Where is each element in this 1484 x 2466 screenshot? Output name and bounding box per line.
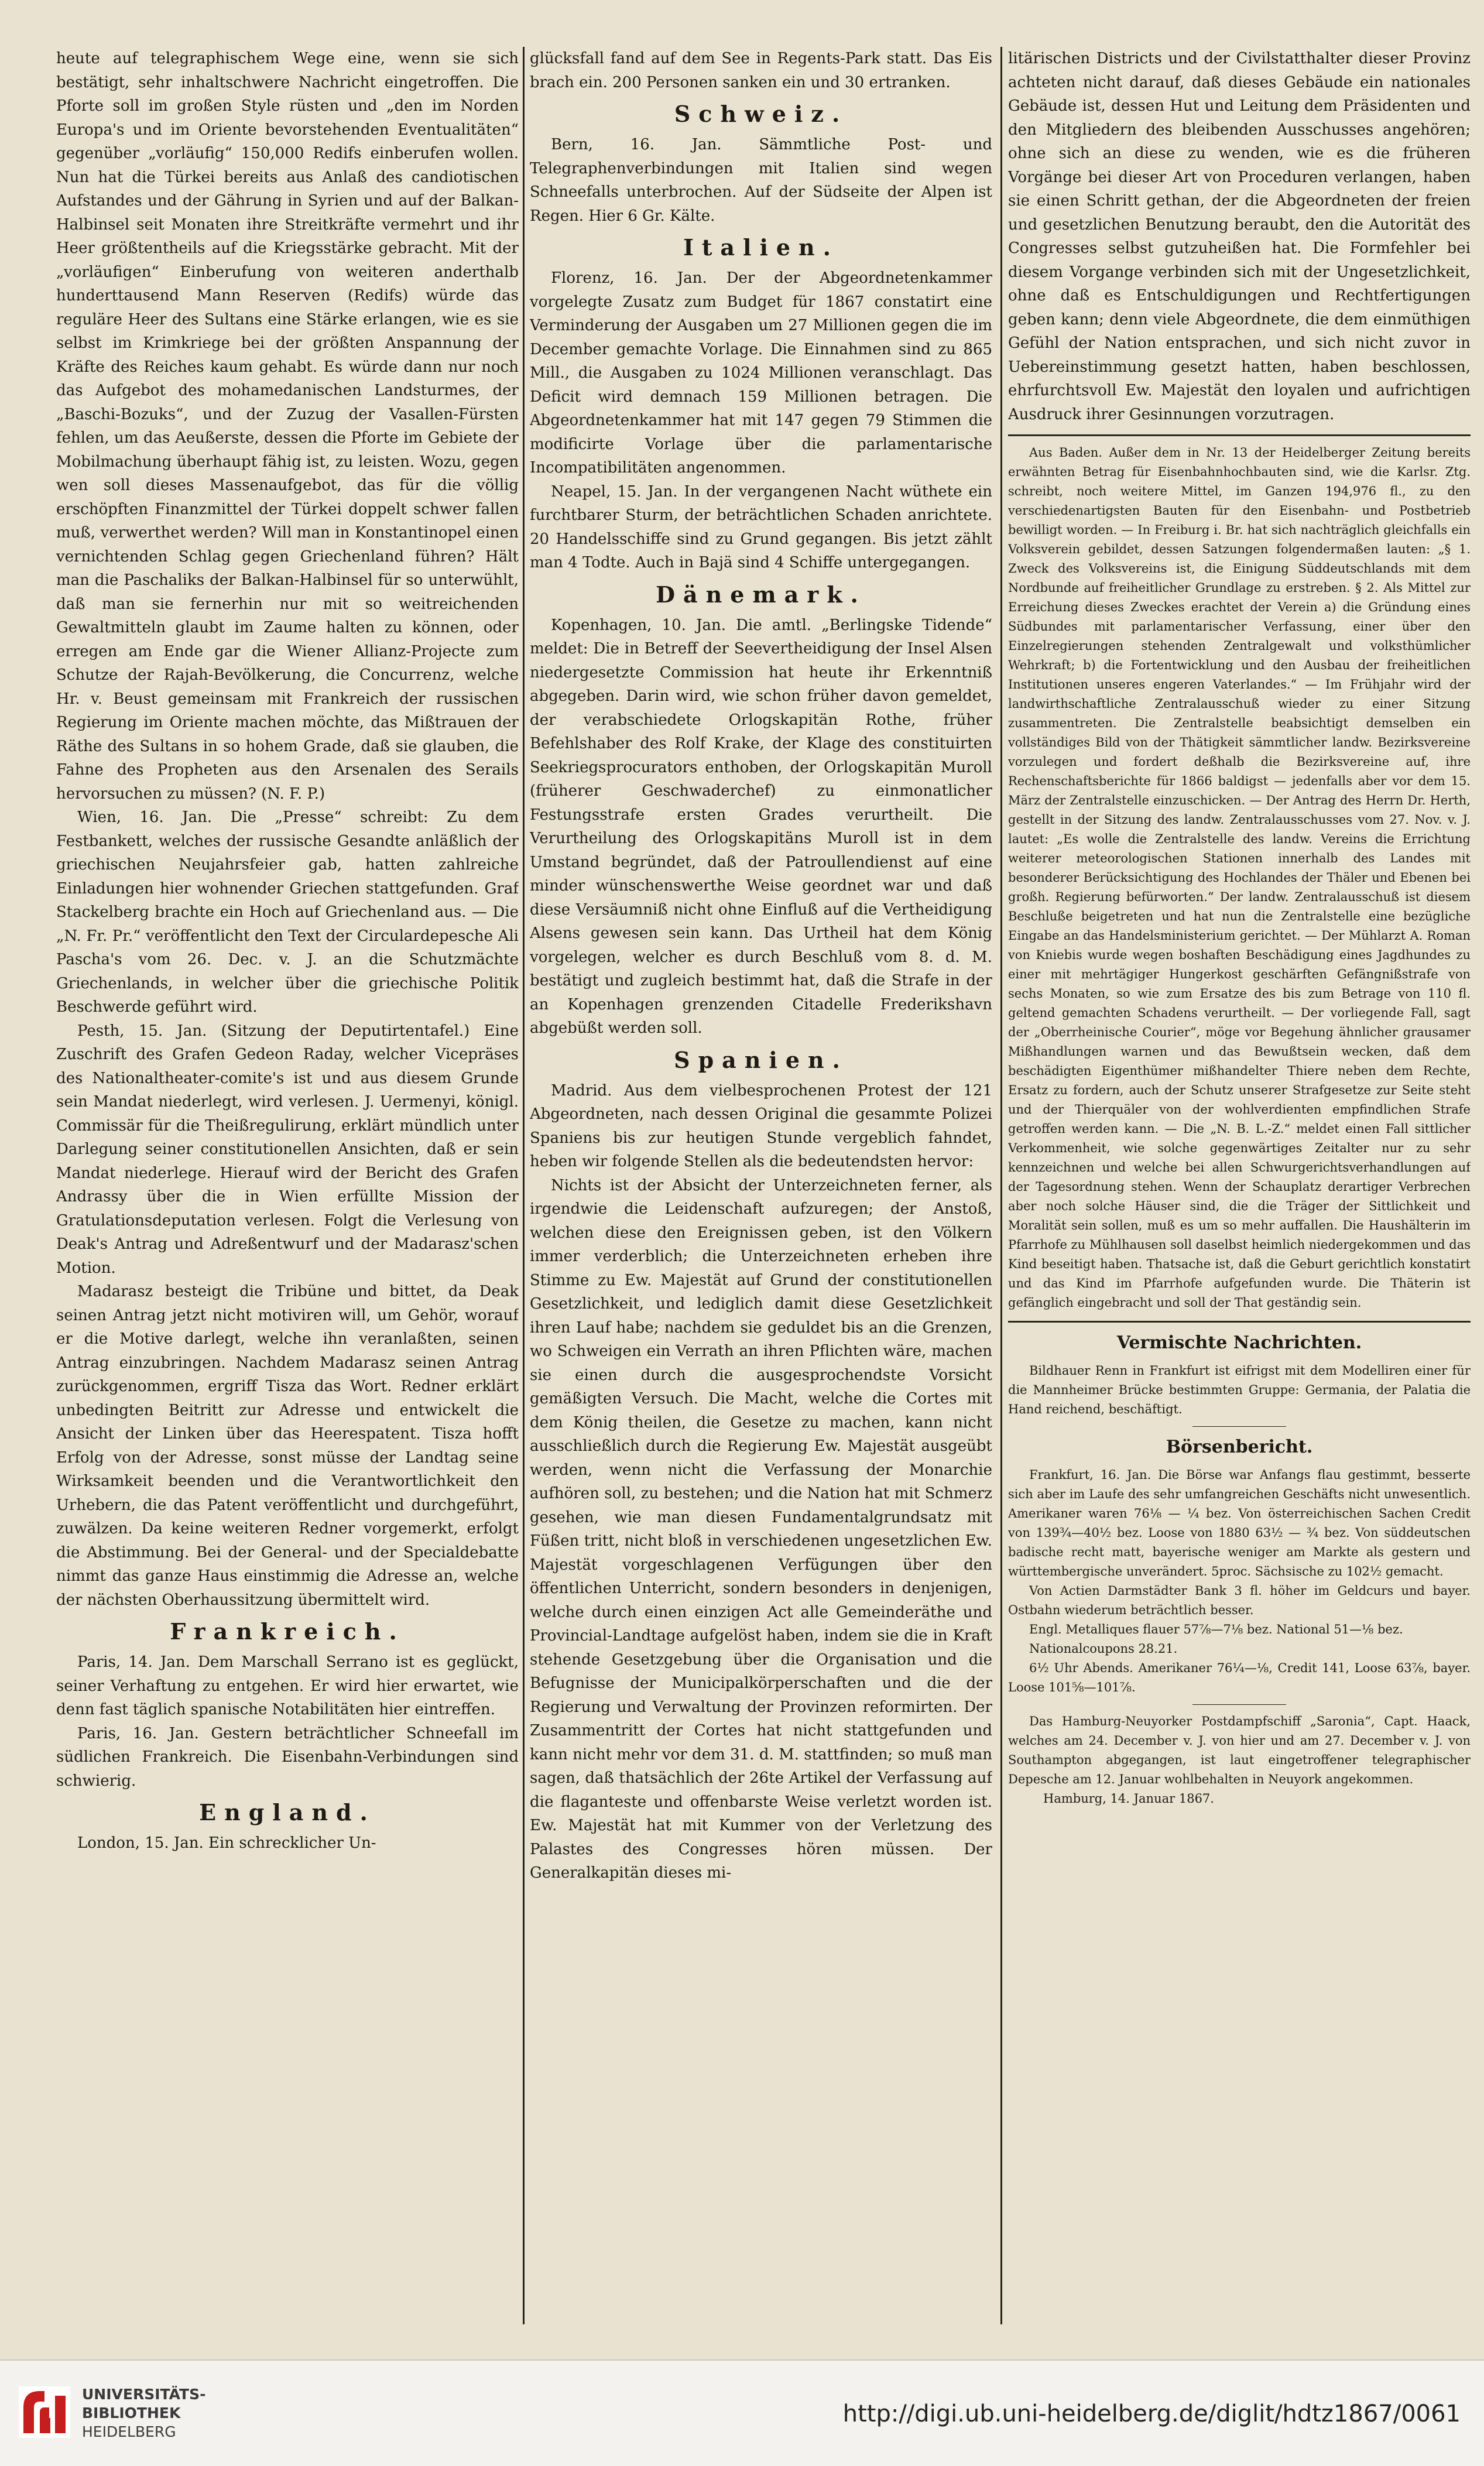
- section-heading-spanien: Spanien.: [674, 1046, 848, 1073]
- article-text: Nichts ist der Absicht der Unterzeichneten ferner, als irgendwie die Leidenschaft aufzuregen; der Anstoß, welchen diese den Ereignissen geben, ist den Völkern immer verderblich; die Unterzeichneten erheben ihre Stimme zu Ew. Majestät auf Grund der constitutionellen Gesetzlichkeit, und lediglich damit diese Gesetzlichkeit ihren Lauf habe; nachdem sie geduldet bis an die Grenzen, wo Schweigen ein Verrath an ihren Pflichten wäre, machen sie einen durch die ausgesprochendste Vorsicht gemäßigten Versuch. Die Macht, welche die Cortes mit dem König theilen, die Gesetze zu machen, kann nicht ausschließlich durch die Regierung Ew. Majestät ausgeübt werden, wenn nicht die Verfassung der Monarchie aufhören soll, zu bestehen; und die Nation hat mit Schmerz gesehen, wie man diesen Fundamentalgrundsatz mit Füßen tritt, nicht bloß in verschiedenen ungesetzlichen Ew. Majestät vorgeschlagenen Verfügungen über den öffentlichen Unterricht, sondern besonders in denjenigen, welche durch einen einzigen Act alle Gemeinderäthe und Provincial-Landtage aufgelöst haben, indem sie die in Kraft stehende Gesetzgebung über die Organisation und die Befugnisse der Municipalkörperschaften und die der Regierung und Verwaltung der Provinzen reformirten. Der Zusammentritt der Cortes hat nicht stattgefunden und kann nicht mehr vor dem 31. d. M. stattfinden; so muß man sagen, daß thatsächlich der 26te Artikel der Verfassung auf die flaganteste und offenbarste Weise verletzt worden ist. Ew. Majestät hat mit Kummer von der Verletzung des Palastes des Congresses hören müssen. Der Generalkapitän dieses mi-: [530, 1176, 992, 1882]
- article-baden: Aus Baden. Außer dem in Nr. 13 der Heidelberger Zeitung bereits erwähnten Betrag für Eisenbahnhochbauten sind, wie die Karlsr. Ztg. schreibt, noch weitere Mittel, im Ganzen 194,976 fl., zu den verschiedenartigsten Bauten für den Eisenbahn- und Postbetrieb bewilligt worden. — In Freiburg i. Br. hat sich nachträglich gleichfalls ein Volksverein gebildet, dessen Satzungen folgendermaßen lauten: „§ 1. Zweck des Volksvereins ist, die Einigung Süddeutschlands mit dem Nordbunde auf freiheitlicher Grundlage zu erstreben. § 2. Als Mittel zur Erreichung dieses Zweckes erachtet der Verein a) die Gründung eines Südbundes mit parlamentarischer Verfassung, einer über den Einzelregierungen stehenden Zentralgewalt und volksthümlicher Wehrkraft; b) die Fortentwicklung und den Ausbau der freiheitlichen Institutionen unseres engeren Vaterlandes.“ — Im Frühjahr wird der landwirthschaftliche Zentralausschuß wieder zu einer Sitzung zusammentreten. Die Zentralstelle beabsichtigt demselben ein vollständiges Bild von der Thätigkeit sämmtlicher landw. Bezirksvereine vorzulegen und fordert deßhalb die Bezirksvereine auf, ihre Rechenschaftsberichte für 1866 baldigst — jedenfalls aber vor dem 15. März der Zentralstelle einzuschicken. — Der Antrag des Herrn Dr. Herth, gestellt in der Sitzung des landw. Zentralausschusses vom 27. Nov. v. J. lautet: „Es wolle die Zentralstelle des landw. Vereins die Errichtung weiterer meteorologischen Stationen innerhalb des Landes mit besonderer Berücksichtigung des Hochlandes der Thäler und Ebenen bei großh. Regierung befürworten.“ Der landw. Zentralausschuß ist diesem Beschluße beigetreten und hat nun die Zentralstelle eine bezügliche Eingabe an das Handelsministerium gerichtet. — Der Mühlarzt A. Roman von Kniebis wurde wegen boshaften Beschädigung eines Jagdhundes zu einer mit mehrtägiger Hungerkost geschärften Gefängnißstrafe von sechs Monaten, so wie zum Ersatze des bis zum Betrage von 110 fl. geltend gemachten Schadens verurtheilt. — Der vorliegende Fall, sagt der „Oberrheinische Courier“, möge vor Begehung ähnlicher grausamer Mißhandlungen warnen und das Bewußtsein wecken, daß dem beschädigten Eigenthümer mißhandelter Thiere neben dem Rechte, Ersatz zu fordern, auch der Schutz unserer Strafgesetze zur Seite steht und der Thierquäler von der wohlverdienten empfindlichen Strafe getroffen werden kann. — Die „N. B. L.-Z.“ meldet einen Fall sittlicher Verkommenheit, wie solche gegenwärtiges Zeitalter nur zu sehr kennzeichnen und welche bei allen Schwurgerichtsverhandlungen auf der Tagesordnung stehen. Wenn der Schauplatz derartiger Verbrechen aber noch solche Häuser sind, die die Träger der Sittlichkeit und Moralität sein sollen, muß es um so mehr auffallen. Die Haushälterin im Pfarrhofe zu Mühlhausen soll daselbst heimlich niedergekommen und das Kind beseitigt haben. Thatsache ist, daß die Geburt gerichtlich konstatirt und das Kind im Pfarrhofe aufgefunden wurde. Die Thäterin ist gefänglich eingebracht und soll der That geständig sein.: [1008, 446, 1471, 1310]
- section-heading-vermischte: Vermischte Nachrichten.: [1116, 1333, 1362, 1353]
- article-boerse: Nationalcoupons 28.21.: [1029, 1642, 1178, 1656]
- dateline: Hamburg, 14. Januar 1867.: [1043, 1792, 1214, 1806]
- article-london: London, 15. Jan. Ein schrecklicher Un-: [77, 1834, 376, 1852]
- article-pesth: Pesth, 15. Jan. (Sitzung der Deputirtentafel.) Eine Zuschrift des Grafen Gedeon Raday, welcher Vicepräses des Nationaltheater-comite's ist und aus diesem Grunde sein Mandat niederlegt, wird verlesen. J. Uermenyi, königl. Commissär für die Theißregulirung, erklärt mündlich unter Darlegung seiner constitutionellen Ansichten, daß er sein Mandat niederlege. Hierauf wird der Bericht des Grafen Andrassy über die in Wien erfüllte Mission der Gratulationsdeputation verlesen. Folgt die Verlesung von Deak's Antrag und Adreßentwurf und der Madarasz'schen Motion.: [56, 1022, 519, 1277]
- article-bern: Bern, 16. Jan. Sämmtliche Post- und Telegraphenverbindungen mit Italien sind wegen Schneefalls unterbrochen. Auf der Südseite der Alpen ist Regen. Hier 6 Gr. Kälte.: [530, 136, 992, 225]
- article-florenz: Florenz, 16. Jan. Der der Abgeordnetenkammer vorgelegte Zusatz zum Budget für 1867 constatirt eine Verminderung der Ausgaben um 27 Millionen gegen die im December gemachte Vorlage. Die Einnahmen sind zu 865 Mill., die Ausgaben zu 1024 Millionen veranschlagt. Das Deficit wird demnach 159 Millionen betragen. Die Abgeordnetenkammer hat mit 147 gegen 79 Stimmen die modificirte Vorlage über die parlamentarische Incompatibilitäten angenommen.: [530, 269, 992, 477]
- library-name-line: UNIVERSITÄTS-: [82, 2386, 206, 2403]
- article-kopenhagen: Kopenhagen, 10. Jan. Die amtl. „Berlingske Tidende“ meldet: Die in Betreff der Seevertheidigung der Insel Alsen niedergesetzte Commission hat heute ihr Erkenntniß abgegeben. Darin wird, wie schon früher davon gemeldet, der verabschiedete Orlogskapitän Rothe, früher Befehlshaber des Rolf Krake, der Klage des constituirten Seekriegsprocurators enthoben, der Orlogskapitän Muroll (früherer Geschwaderchef) zu einmonatlicher Festungsstrafe ersten Grades verurtheilt. Die Verurtheilung des Orlogskapitäns Muroll ist in dem Umstand begründet, daß der Patroullendienst auf eine minder wünschenswerthe Weise geordnet war und daß diese Versäumniß nicht ohne Einfluß auf die Vertheidigung Alsens gewesen sein kann. Das Urtheil hat dem König vorgelegen, welcher es durch Beschluß vom 8. d. M. bestätigt und zugleich bestimmt hat, daß die Strafe in der an Kopenhagen grenzenden Citadelle Frederikshavn abgebüßt werden soll.: [530, 616, 992, 1037]
- article-neapel: Neapel, 15. Jan. In der vergangenen Nacht wüthete ein furchtbarer Sturm, der beträchtlichen Schaden anrichtete. 20 Handelsschiffe sind zu Grund gegangen. Bis jetzt zählt man 4 Todte. Auch in Bajä sind 4 Schiffe untergegangen.: [530, 482, 992, 571]
- article-shipping: Das Hamburg-Neuyorker Postdampfschiff „Saronia“, Capt. Haack, welches am 24. December v. J. von hier und am 27. December v. J. von Southampton abgegangen, ist laut eingetroffener telegraphischer Depesche am 12. Januar wohlbehalten in Neuyork angekommen.: [1008, 1714, 1471, 1786]
- column-rule: [523, 47, 525, 2324]
- article-text: heute auf telegraphischem Wege eine, wenn sie sich bestätigt, sehr inhaltschwere Nachricht eingetroffen. Die Pforte soll im großen Style rüsten und „den im Norden Europa's und im Oriente bevorstehenden Eventualitäten“ gegenüber „vorläufig“ 150,000 Redifs einberufen wollen. Nun hat die Türkei bereits aus Anlaß des candiotischen Aufstandes und der Gährung in Syrien und auf der Balkan-Halbinsel seit Monaten ihre Streitkräfte vermehrt und ihr Heer größtentheils auf die Kriegsstärke gebracht. Mit der „vorläufigen“ Einberufung von weiteren anderthalb hunderttausend Mann Reserven (Redifs) würde das reguläre Heer des Sultans eine Stärke erlangen, wie es sie selbst im Krimkriege bei der größten Anspannung der Kräfte des Reiches kaum gehabt. Es würde dann nur noch das Aufgebot des mohamedanischen Landsturmes, der „Baschi-Bozuks“, und der Zuzug der Vasallen-Fürsten fehlen, um das Aeußerste, dessen die Pforte im Gebiete der Mobilmachung überhaupt fähig ist, zu leisten. Wozu, gegen wen soll dieses Massenaufgebot, das für die völlig erschöpften Finanzmittel der Türkei doppelt schwer fallen muß, verwerthet werden? Will man in Konstantinopel einen vernichtenden Schlag gegen Griechenland führen? Hält man die Paschaliks der Balkan-Halbinsel für so unterwühlt, daß man sie fernerhin nur mit so weitreichenden Gewaltmitteln glaubt im Zaume halten zu können, oder erregen am Ende gar die Wiener Allianz-Projecte zum Schutze der Rajah-Bevölkerung, die Concurrenz, welche Hr. v. Beust gemeinsam mit Frankreich der russischen Regierung im Oriente machen möchte, das Mißtrauen der Räthe des Sultans in so hohem Grade, daß sie glauben, die Fahne des Propheten aus den Arsenalen des Serails hervorsuchen zu müssen? (N. F. P.): [56, 50, 519, 803]
- column-3: [1008, 47, 1471, 2330]
- section-heading-frankreich: Frankreich.: [170, 1618, 405, 1645]
- viewer-footer: [0, 2359, 1484, 2466]
- section-heading-england: England.: [199, 1799, 376, 1825]
- article-text: litärischen Districts und der Civilstatthalter dieser Provinz achteten nicht darauf, daß dieses Gebäude ein nationales Gebäude ist, dessen Hut und Leitung dem Präsidenten und den Mitgliedern des bleibenden Ausschusses angehören; ohne sich an diese zu wenden, wie es die früheren Vorgänge bei dieser Art von Proceduren verlangen, haben sie einen Schritt gethan, der die Abgeordneten der freien und gesetzlichen Benutzung beraubt, den die Autorität des Congresses selbst gutzuheißen hat. Die Formfehler bei diesem Vorgange verbinden sich mit der Ungesetzlichkeit, ohne daß es Entschuldigungen und Rechtfertigungen geben kann; denn viele Abgeordnete, die dem einmüthigen Gefühl der Nation entsprachen, und sich nicht zuvor in Uebereinstimmung gesetzt hatten, haben beschlossen, ehrfurchtsvoll Ew. Majestät den loyalen und aufrichtigen Ausdruck ihrer Gesinnungen vorzutragen.: [1008, 50, 1471, 423]
- section-divider: [1192, 1426, 1286, 1427]
- library-logo-icon: [16, 2384, 73, 2440]
- article-paris: Paris, 16. Jan. Gestern beträchtlicher Schneefall im südlichen Frankreich. Die Eisenbahn-Verbindungen sind schwierig.: [56, 1724, 519, 1790]
- section-divider: [1008, 1321, 1471, 1323]
- library-name-line: HEIDELBERG: [82, 2423, 176, 2440]
- article-boerse: Engl. Metalliques flauer 57⅞—7⅛ bez. National 51—⅛ bez.: [1029, 1622, 1403, 1636]
- article-paris: Paris, 14. Jan. Dem Marschall Serrano ist es geglückt, seiner Verhaftung zu entgehen. Er wird hier erwartet, wie denn fast täglich spanische Notabilitäten hier eintreffen.: [56, 1653, 519, 1718]
- article-wien: Wien, 16. Jan. Die „Presse“ schreibt: Zu dem Festbankett, welches der russische Gesandte anläßlich der griechischen Neujahrsfeier gab, hatten zahlreiche Einladungen hier wohnender Griechen stattgefunden. Graf Stackelberg brachte ein Hoch auf Griechenland aus. — Die „N. Fr. Pr.“ veröffentlicht den Text der Circulardepesche Ali Pascha's vom 26. Dec. v. J. an die Schutzmächte Griechenlands, in welcher über die griechische Politik Beschwerde geführt wird.: [56, 809, 519, 1016]
- column-rule: [1000, 47, 1002, 2324]
- section-heading-schweiz: Schweiz.: [674, 101, 848, 127]
- section-divider: [1192, 1704, 1286, 1705]
- source-url-link[interactable]: http://digi.ub.uni-heidelberg.de/diglit/hdtz1867/0061: [842, 2400, 1461, 2427]
- article-text: Madarasz besteigt die Tribüne und bittet, da Deak seinen Antrag jetzt nicht motiviren will, um Gehör, worauf er die Motive darlegt, welche ihn veranlaßten, seinen Antrag einzubringen. Nachdem Madarasz seinen Antrag zurückgenommen, ergriff Tisza das Wort. Redner erklärt unbedingten Beitritt zur Adresse und entwickelt die Ansicht der Linken über das Heerespatent. Tisza hofft Erfolg von der Adresse, sonst müsse der Landtag seine Wirksamkeit beenden und die Verantwortlichkeit den Urhebern, die das Patent veröffentlicht und durchgeführt, zuwälzen. Da keine weiteren Redner vorgemerkt, erfolgt die Abstimmung. Bei der General- und der Specialdebatte nimmt das ganze Haus einstimmig die Adresse an, welche der nächsten Oberhaussitzung übermittelt wird.: [56, 1283, 519, 1609]
- article-vermischte: Bildhauer Renn in Frankfurt ist eifrigst mit dem Modelliren einer für die Mannheimer Brücke bestimmten Gruppe: Germania, der Palatia die Hand reichend, beschäftigt.: [1008, 1364, 1471, 1416]
- section-heading-daenemark: Dänemark.: [656, 581, 866, 608]
- column-2: [530, 47, 992, 2330]
- section-heading-boerse: Börsenbericht.: [1166, 1437, 1313, 1457]
- article-text: glücksfall fand auf dem See in Regents-Park statt. Das Eis brach ein. 200 Personen sanken ein und 30 ertranken.: [530, 50, 992, 91]
- section-heading-italien: Italien.: [683, 234, 839, 261]
- article-boerse: Von Actien Darmstädter Bank 3 fl. höher im Geldcurs und bayer. Ostbahn wiederum beträchtlich besser.: [1008, 1584, 1471, 1617]
- library-name-line: BIBLIOTHEK: [82, 2405, 181, 2422]
- article-madrid: Madrid. Aus dem vielbesprochenen Protest der 121 Abgeordneten, nach dessen Original die gesammte Polizei Spaniens bis zur heutigen Stunde vergeblich fahndet, heben wir folgende Stellen als die bedeutendsten hervor:: [530, 1081, 992, 1170]
- section-divider: [1008, 434, 1471, 436]
- article-boerse: 6½ Uhr Abends. Amerikaner 76¼—⅛, Credit 141, Loose 63⅞, bayer. Loose 101⅝—101⅞.: [1008, 1661, 1471, 1694]
- library-name: [82, 2385, 205, 2441]
- column-1: [56, 47, 519, 2330]
- article-boerse: Frankfurt, 16. Jan. Die Börse war Anfangs flau gestimmt, besserte sich aber im Laufe des sehr umfangreichen Geschäfts nicht unwesentlich. Amerikaner waren 76⅛ — ¼ bez. Von österreichischen Sachen Credit von 139¾—40½ bez. Loose von 1880 63½ — ¾ bez. Von süddeutschen badische recht matt, bayerische weniger am Markte als gestern und württembergische unverändert. 5proc. Sächsische zu 102½ gemacht.: [1008, 1468, 1471, 1578]
